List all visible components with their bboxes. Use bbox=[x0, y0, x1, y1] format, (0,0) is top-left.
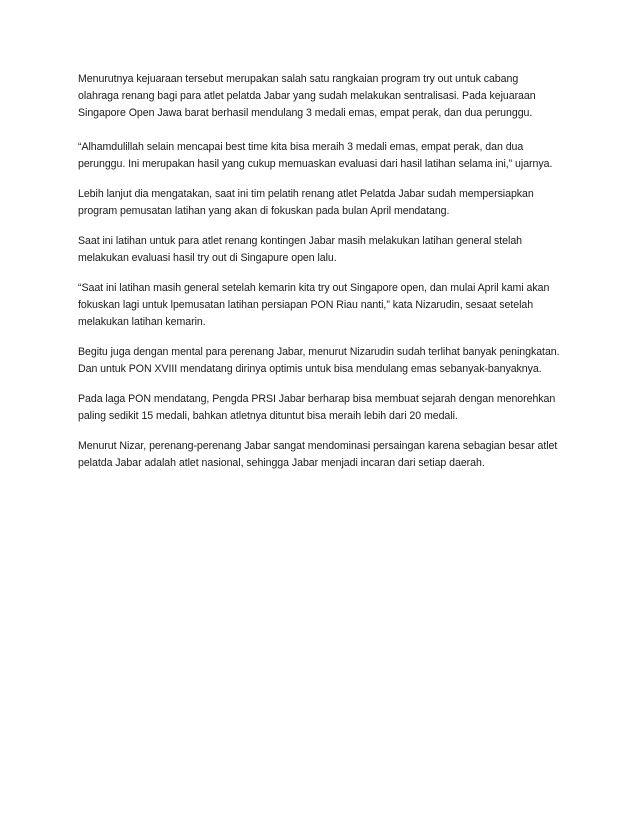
paragraph-line: Lebih lanjut dia mengatakan, saat ini tim pelatih renang atlet Pelatda Jabar sudah mempersiapkan bbox=[78, 188, 534, 200]
document-body bbox=[78, 71, 568, 485]
paragraph bbox=[78, 139, 568, 173]
paragraph bbox=[78, 391, 568, 425]
paragraph-line: olahraga renang bagi para atlet pelatda Jabar yang sudah melakukan sentralisasi. Pada kejuaraan bbox=[78, 90, 536, 102]
paragraph bbox=[78, 71, 568, 122]
paragraph-line: fokuskan lagi untuk lpemusatan latihan persiapan PON Riau nanti,” kata Nizarudin, sesaat setelah bbox=[78, 299, 534, 311]
paragraph bbox=[78, 344, 568, 378]
paragraph-line: program pemusatan latihan yang akan di fokuskan pada bulan April mendatang. bbox=[78, 205, 450, 217]
paragraph-line: “Saat ini latihan masih general setelah kemarin kita try out Singapore open, dan mulai April kami akan bbox=[78, 282, 550, 294]
paragraph bbox=[78, 438, 568, 472]
paragraph-line: melakukan latihan kemarin. bbox=[78, 316, 206, 328]
paragraph-line: Singapore Open Jawa barat berhasil mendulang 3 medali emas, empat perak, dan dua perunggu. bbox=[78, 107, 533, 119]
paragraph-line: pelatda Jabar adalah atlet nasional, sehingga Jabar menjadi incaran dari setiap daerah. bbox=[78, 457, 485, 469]
paragraph bbox=[78, 280, 568, 331]
paragraph-line: perunggu. Ini merupakan hasil yang cukup memuaskan evaluasi dari hasil latihan selama ini,” ujarnya. bbox=[78, 158, 553, 170]
paragraph-line: Begitu juga dengan mental para perenang Jabar, menurut Nizarudin sudah terlihat banyak peningkatan. bbox=[78, 346, 560, 358]
paragraph-line: Menurut Nizar, perenang-perenang Jabar sangat mendominasi persaingan karena sebagian besar atlet bbox=[78, 440, 558, 452]
paragraph bbox=[78, 233, 568, 267]
paragraph-line: Dan untuk PON XVIII mendatang dirinya optimis untuk bisa mendulang emas sebanyak-banyaknya. bbox=[78, 363, 542, 375]
paragraph-line: “Alhamdulillah selain mencapai best time kita bisa meraih 3 medali emas, empat perak, dan dua bbox=[78, 141, 524, 153]
paragraph-line: Pada laga PON mendatang, Pengda PRSI Jabar berharap bisa membuat sejarah dengan menorehkan bbox=[78, 393, 556, 405]
paragraph-line: paling sedikit 15 medali, bahkan atletnya dituntut bisa meraih lebih dari 20 medali. bbox=[78, 410, 458, 422]
paragraph-line: melakukan evaluasi hasil try out di Singapure open lalu. bbox=[78, 252, 337, 264]
paragraph bbox=[78, 186, 568, 220]
paragraph-line: Saat ini latihan untuk para atlet renang kontingen Jabar masih melakukan latihan general stelah bbox=[78, 235, 523, 247]
paragraph-line: Menurutnya kejuaraan tersebut merupakan salah satu rangkaian program try out untuk cabang bbox=[78, 73, 519, 85]
